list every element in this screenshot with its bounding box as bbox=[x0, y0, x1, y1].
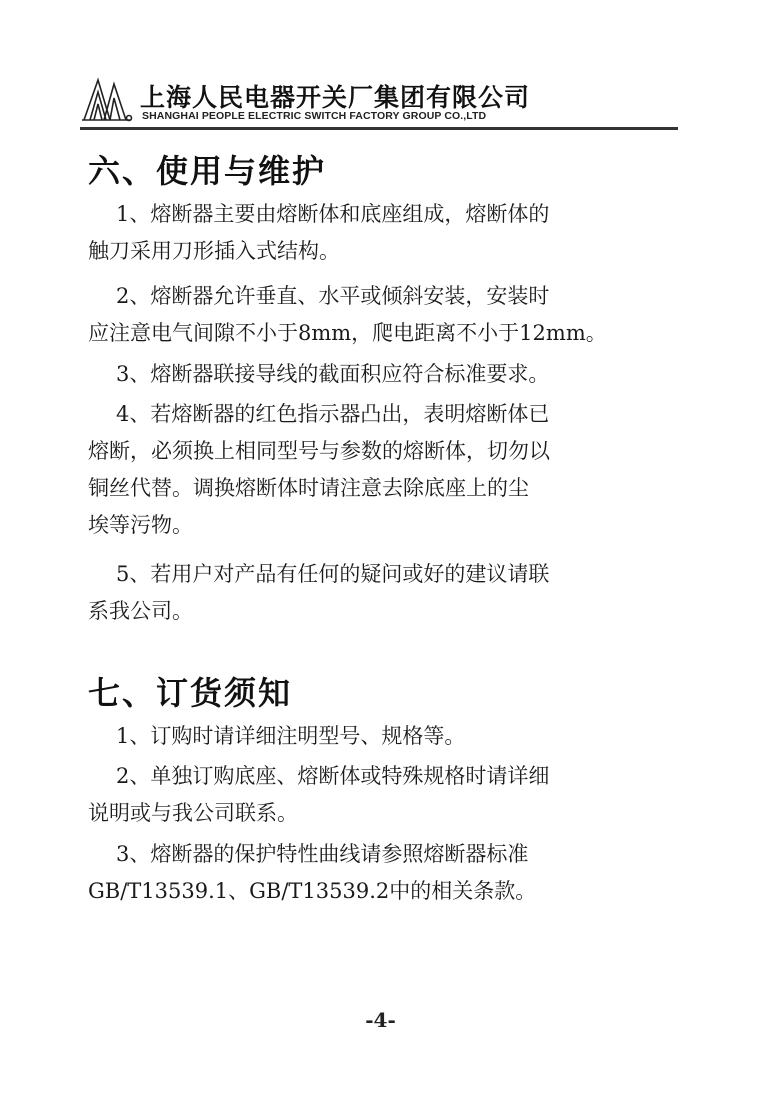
company-name-en: SHANGHAI PEOPLE ELECTRIC SWITCH FACTORY GROUP CO.,LTD bbox=[142, 110, 487, 122]
paragraph-line: 1、熔断器主要由熔断体和底座组成，熔断体的 bbox=[116, 202, 550, 226]
page-number: -4- bbox=[365, 1008, 396, 1032]
paragraph-line: 3、熔断器联接导线的截面积应符合标准要求。 bbox=[116, 362, 550, 386]
paragraph-line: 触刀采用刀形插入式结构。 bbox=[88, 239, 340, 263]
paragraph-line: 4、若熔断器的红色指示器凸出，表明熔断体已 bbox=[116, 402, 550, 426]
paragraph-line: 熔断，必须换上相同型号与参数的熔断体，切勿以 bbox=[88, 439, 550, 463]
paragraph-line: 1、订购时请详细注明型号、规格等。 bbox=[116, 724, 466, 748]
paragraph-line: GB/T13539.1、GB/T13539.2中的相关条款。 bbox=[88, 879, 537, 903]
usage-item-5 bbox=[88, 556, 678, 630]
paragraph-line: 铜丝代替。调换熔断体时请注意去除底座上的尘 bbox=[88, 476, 529, 500]
usage-item-2 bbox=[88, 278, 678, 352]
ordering-item-1 bbox=[88, 718, 678, 755]
ordering-item-3 bbox=[88, 836, 678, 910]
page-header bbox=[80, 74, 680, 130]
ordering-item-2 bbox=[88, 758, 678, 832]
paragraph-line: 5、若用户对产品有任何的疑问或好的建议请联 bbox=[116, 562, 550, 586]
paragraph-line: 说明或与我公司联系。 bbox=[88, 801, 298, 825]
paragraph-line: 3、熔断器的保护特性曲线请参照熔断器标准 bbox=[116, 842, 529, 866]
section-title-usage-maintenance: 六、使用与维护 bbox=[88, 152, 327, 190]
company-name-cn: 上海人民电器开关厂集团有限公司 bbox=[140, 83, 531, 112]
paragraph-line: 2、熔断器允许垂直、水平或倾斜安装，安装时 bbox=[116, 284, 550, 308]
paragraph-line: 埃等污物。 bbox=[88, 513, 193, 537]
section-title-ordering-notes: 七、订货须知 bbox=[88, 674, 293, 712]
company-logo-icon bbox=[80, 74, 134, 126]
usage-item-1 bbox=[88, 196, 678, 270]
paragraph-line: 系我公司。 bbox=[88, 599, 193, 623]
usage-item-4 bbox=[88, 396, 678, 544]
usage-item-3 bbox=[88, 356, 678, 393]
paragraph-line: 应注意电气间隙不小于8mm，爬电距离不小于12mm。 bbox=[88, 321, 607, 345]
header-divider bbox=[80, 127, 678, 130]
paragraph-line: 2、单独订购底座、熔断体或特殊规格时请详细 bbox=[116, 764, 550, 788]
